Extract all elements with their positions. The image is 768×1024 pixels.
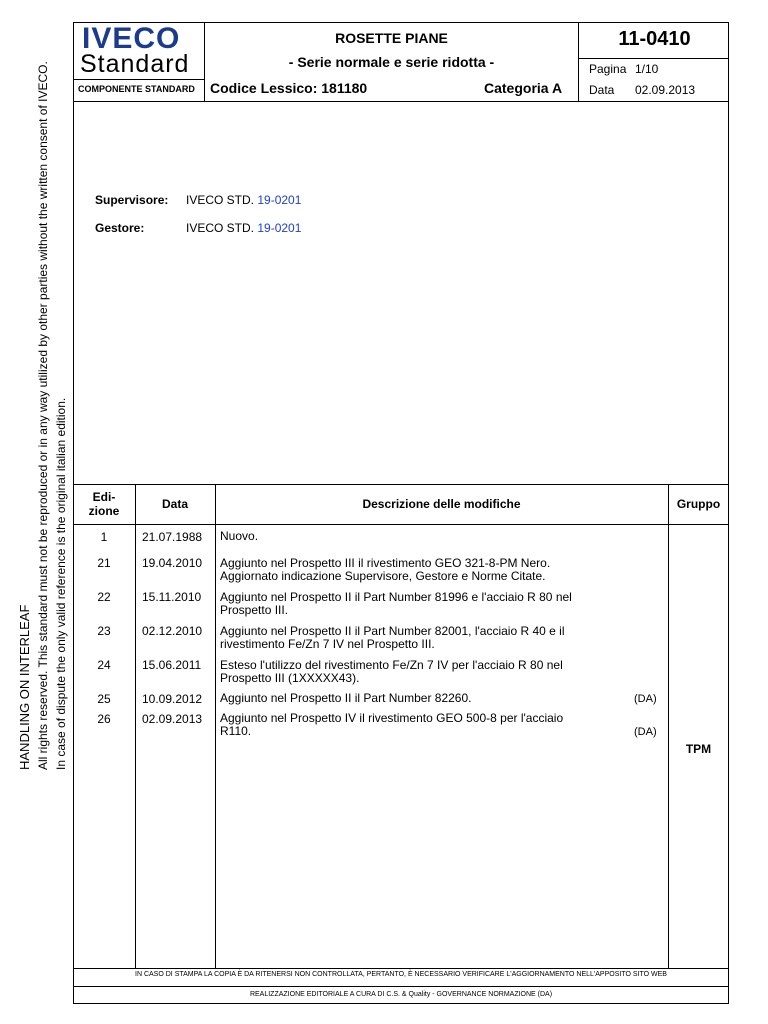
manager-value xyxy=(186,221,301,235)
table-col-line-2 xyxy=(215,484,216,968)
row-description-line2: Prospetto III (1XXXXX43). xyxy=(220,671,360,685)
col-header-date: Data xyxy=(161,497,188,511)
col-header-group: Gruppo xyxy=(676,497,721,511)
row-description-line2: R110. xyxy=(220,724,252,738)
footer-line-1 xyxy=(73,968,729,969)
side-text-handling: HANDLING ON INTERLEAF xyxy=(17,604,32,770)
row-description xyxy=(220,591,620,617)
row-description-line1: Aggiunto nel Prospetto II il Part Number 81996 e l'acciaio R 80 nel xyxy=(220,590,572,604)
table-header-line xyxy=(73,524,729,525)
row-date: 02.12.2010 xyxy=(142,624,203,638)
row-description xyxy=(220,530,620,543)
table-col-line-1 xyxy=(135,484,136,968)
iveco-logo-text: IVECO xyxy=(82,22,181,54)
col-header-edition-line2: zione xyxy=(88,504,120,518)
row-description-line1: Aggiunto nel Prospetto IV il rivestimento GEO 500-8 per l'acciaio xyxy=(220,711,564,725)
category-label: Categoria A xyxy=(484,80,563,96)
side-text-rights: All rights reserved. This standard must not be reproduced or in any way utilized by other parties without the written consent of IVECO. xyxy=(36,61,50,770)
row-date: 15.06.2011 xyxy=(142,658,202,672)
table-top-line xyxy=(73,484,729,485)
row-date: 21.07.1988 xyxy=(142,530,203,544)
header-divider-2 xyxy=(578,22,579,101)
row-description-line2: rivestimento Fe/Zn 7 IV nel Prospetto III. xyxy=(220,637,435,651)
row-edition: 24 xyxy=(97,658,111,672)
manager-prefix: IVECO STD. xyxy=(186,221,255,235)
footer-line-2 xyxy=(73,986,729,987)
page-value: 1/10 xyxy=(635,62,659,76)
footer-print-notice: IN CASO DI STAMPA LA COPIA È DA RITENERSI NON CONTROLLATA, PERTANTO, È NECESSARIO VERIFICARE L'AGGIORNAMENTO NELL'APPOSITO SITO WEB xyxy=(135,971,667,978)
row-edition: 1 xyxy=(100,530,108,544)
row-edition: 26 xyxy=(97,712,111,726)
row-description xyxy=(220,712,620,738)
col-header-edition xyxy=(73,490,135,518)
doc-number: 11-0410 xyxy=(618,28,691,50)
row-description-line1: Nuovo. xyxy=(220,529,259,543)
row-description-line1: Aggiunto nel Prospetto II il Part Number 82260. xyxy=(220,691,472,705)
supervisor-ref-link[interactable]: 19-0201 xyxy=(257,193,302,207)
manager-ref-link[interactable]: 19-0201 xyxy=(257,221,302,235)
supervisor-value xyxy=(186,193,301,207)
page-frame xyxy=(73,22,729,1004)
date-value: 02.09.2013 xyxy=(635,83,696,97)
row-note: (DA) xyxy=(634,726,657,738)
col-header-description: Descrizione delle modifiche xyxy=(362,497,521,511)
header-docnum-line xyxy=(578,58,729,59)
logo-standard-text: Standard xyxy=(80,50,190,78)
date-label: Data xyxy=(589,83,615,97)
doc-subtitle: - Serie normale e serie ridotta - xyxy=(288,54,495,70)
row-description xyxy=(220,625,620,651)
row-description xyxy=(220,659,620,685)
col-header-edition-line1: Edi- xyxy=(92,490,116,504)
page-label: Pagina xyxy=(589,62,627,76)
supervisor-prefix: IVECO STD. xyxy=(186,193,255,207)
row-edition: 22 xyxy=(97,590,111,604)
table-col-line-3 xyxy=(668,484,669,968)
header-bottom-line xyxy=(73,101,729,102)
row-description-line2: Aggiornato indicazione Supervisore, Gestore e Norme Citate. xyxy=(220,569,546,583)
row-description-line2: Prospetto III. xyxy=(220,603,289,617)
row-description xyxy=(220,557,620,583)
row-date: 10.09.2012 xyxy=(142,692,203,706)
row-date: 15.11.2010 xyxy=(142,590,202,604)
row-description xyxy=(220,692,620,705)
row-date: 19.04.2010 xyxy=(142,556,203,570)
row-note: (DA) xyxy=(634,693,657,705)
component-standard-label: COMPONENTE STANDARD xyxy=(78,84,195,94)
row-description-line1: Aggiunto nel Prospetto III il rivestimento GEO 321-8-PM Nero. xyxy=(220,556,551,570)
row-date: 02.09.2013 xyxy=(142,712,203,726)
row-edition: 23 xyxy=(97,624,111,638)
side-text-dispute: In case of dispute the only valid reference is the original italian edition. xyxy=(54,397,68,770)
footer-editorial: REALIZZAZIONE EDITORIALE A CURA DI C.S. & Quality - GOVERNANCE NORMAZIONE (DA) xyxy=(249,991,553,998)
row-edition: 25 xyxy=(97,692,111,706)
row-description-line1: Aggiunto nel Prospetto II il Part Number 82001, l'acciaio R 40 e il xyxy=(220,624,565,638)
header-logo-line xyxy=(73,79,204,80)
manager-label: Gestore: xyxy=(95,221,145,235)
group-value: TPM xyxy=(685,742,712,756)
doc-title: ROSETTE PIANE xyxy=(335,30,448,46)
row-description-line1: Esteso l'utilizzo del rivestimento Fe/Zn 7 IV per l'acciaio R 80 nel xyxy=(220,658,563,672)
codice-lessico: Codice Lessico: 181180 xyxy=(210,80,368,96)
supervisor-label: Supervisore: xyxy=(95,193,169,207)
row-edition: 21 xyxy=(97,556,111,570)
